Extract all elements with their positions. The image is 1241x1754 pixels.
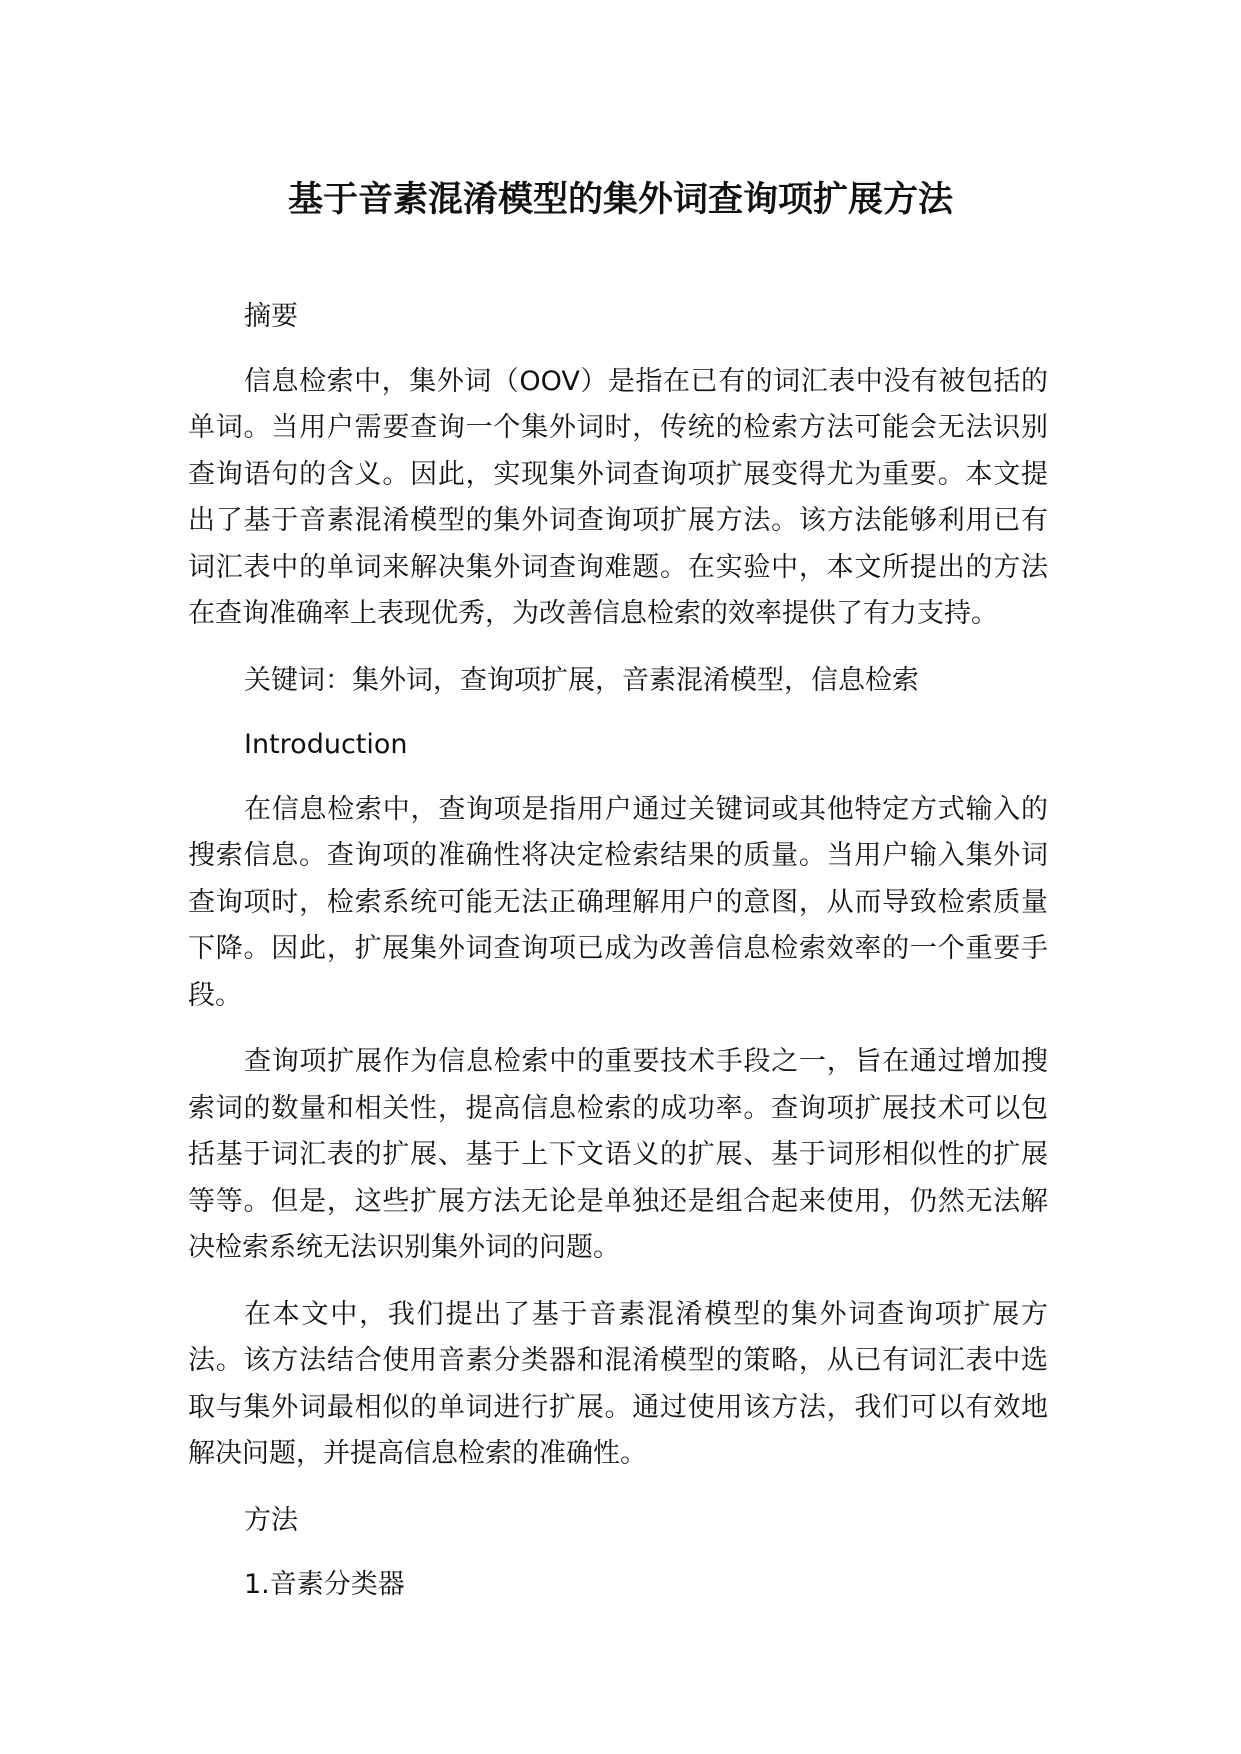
introduction-heading: Introduction: [244, 729, 408, 760]
method-subheading-phoneme-classifier: 1.音素分类器: [244, 1569, 405, 1600]
intro-paragraph-3: 在本文中，我们提出了基于音素混淆模型的集外词查询项扩展方法。该方法结合使用音素分类器和混淆模型的策略，从已有词汇表中选取与集外词最相似的单词进行扩展。通过使用该方法，我们可以有效地解决问题，并提高信息检索的准确性。: [188, 1298, 1048, 1469]
intro-paragraph-1: 在信息检索中，查询项是指用户通过关键词或其他特定方式输入的搜索信息。查询项的准确性将决定检索结果的质量。当用户输入集外词查询项时，检索系统可能无法正确理解用户的意图，从而导致检索质量下降。因此，扩展集外词查询项已成为改善信息检索效率的一个重要手段。: [188, 793, 1048, 1011]
abstract-paragraph: 信息检索中，集外词（OOV）是指在已有的词汇表中没有被包括的单词。当用户需要查询一个集外词时，传统的检索方法可能会无法识别查询语句的含义。因此，实现集外词查询项扩展变得尤为重要。本文提出了基于音素混淆模型的集外词查询项扩展方法。该方法能够利用已有词汇表中的单词来解决集外词查询难题。在实验中，本文所提出的方法在查询准确率上表现优秀，为改善信息检索的效率提供了有力支持。: [188, 365, 1048, 629]
document-title: 基于音素混淆模型的集外词查询项扩展方法: [287, 180, 953, 220]
document-body: [188, 294, 1048, 1609]
intro-paragraph-2: 查询项扩展作为信息检索中的重要技术手段之一，旨在通过增加搜索词的数量和相关性，提高信息检索的成功率。查询项扩展技术可以包括基于词汇表的扩展、基于上下文语义的扩展、基于词形相似性的扩展等等。但是，这些扩展方法无论是单独还是组合起来使用，仍然无法解决检索系统无法识别集外词的问题。: [188, 1046, 1048, 1263]
method-heading: 方法: [244, 1504, 298, 1536]
keywords-line: 关键词：集外词，查询项扩展，音素混淆模型，信息检索: [244, 664, 919, 696]
abstract-heading: 摘要: [244, 301, 298, 332]
